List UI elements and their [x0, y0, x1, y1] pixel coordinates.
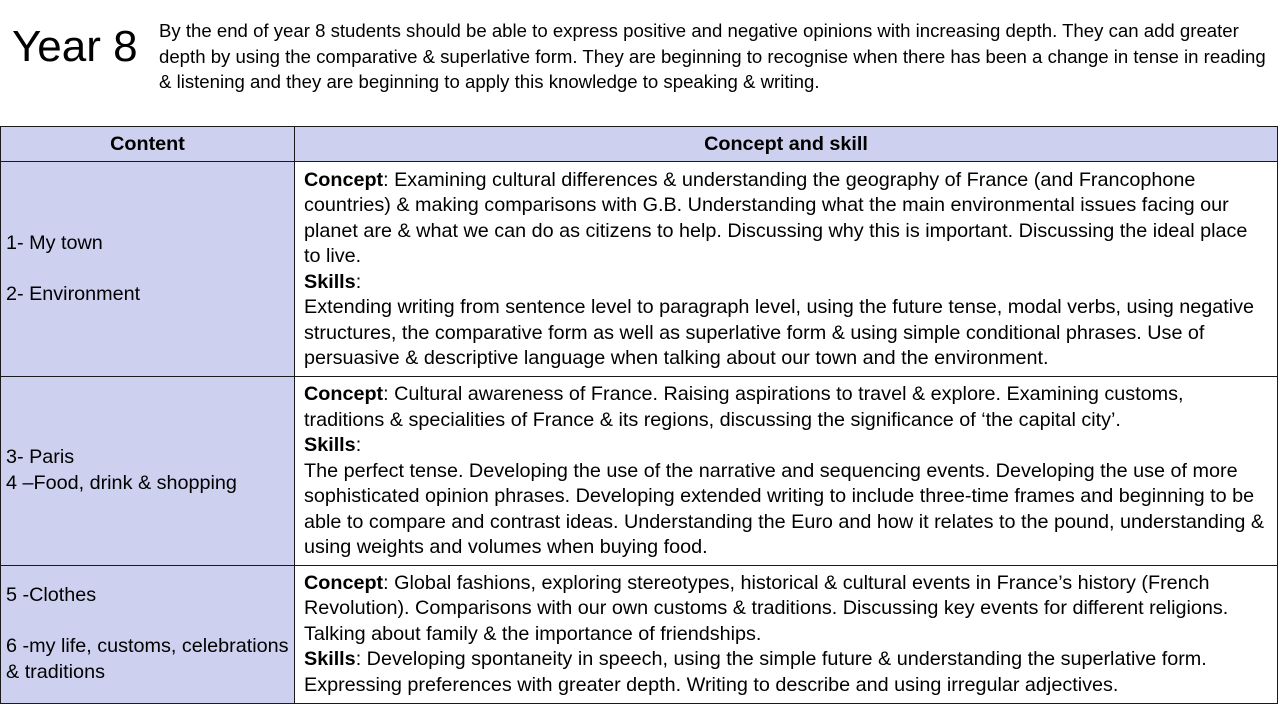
- concept-skill-cell: [295, 565, 1278, 703]
- table-row: [1, 377, 1278, 566]
- concept-paragraph: [304, 168, 1269, 270]
- skills-heading: [304, 270, 1269, 296]
- skills-label: Skills: [304, 270, 356, 293]
- concept-paragraph: [304, 571, 1269, 648]
- topic-item: 6 -my life, customs, celebrations & traditions: [6, 635, 289, 683]
- skills-suffix: :: [355, 270, 362, 293]
- concept-skill-cell: [295, 377, 1278, 566]
- skills-suffix: :: [355, 434, 362, 456]
- table-row: [1, 565, 1278, 703]
- content-cell: [1, 162, 295, 377]
- skills-paragraph: [304, 647, 1269, 698]
- concept-label: Concept: [304, 571, 384, 594]
- skills-text: The perfect tense. Developing the use of the narrative and sequencing events. Developing the use of more sophisticated opinion phrases. Developing extended writing to include three-time frames and beginning to be able to compare and contrast ideas. Understanding the Euro and how it relates to the pound, understanding & using weights and volumes when buying food.: [304, 459, 1265, 558]
- intro-paragraph: By the end of year 8 students should be able to express positive and negative opinions with increasing depth. They can add greater depth by using the comparative & superlative form. They are beginning to recognise when there has been a change in tense in reading & listening and they are beginning to apply this knowledge to speaking & writing.: [159, 20, 1266, 92]
- skills-label: Skills: [304, 648, 356, 671]
- skills-text: Extending writing from sentence level to paragraph level, using the future tense, modal verbs, using negative structures, the comparative form as well as superlative form & using simple conditional phrases. Use of persuasive & descriptive language when talking about our town and the environment.: [304, 296, 1255, 369]
- concept-label: Concept: [304, 168, 384, 191]
- table-header-row: [1, 127, 1278, 162]
- skills-label: Skills: [304, 434, 356, 456]
- concept-skill-cell: [295, 162, 1278, 377]
- concept-paragraph: [304, 382, 1269, 433]
- skills-text: : Developing spontaneity in speech, using the simple future & understanding the superlative form. Expressing preferences with greater depth. Writing to describe and using irregular adjectives.: [304, 648, 1207, 696]
- content-cell: [1, 377, 295, 566]
- curriculum-table: [0, 126, 1278, 704]
- topic-item: 3- Paris: [6, 446, 75, 469]
- topic-item: 5 -Clothes: [6, 584, 97, 606]
- topic-item: 1- My town: [6, 231, 103, 254]
- column-header-content: Content: [1, 127, 295, 162]
- concept-text: : Cultural awareness of France. Raising aspirations to travel & explore. Examining customs, traditions & specialities of France & its regions, discussing the significance of ‘the capital city’.: [304, 383, 1184, 431]
- concept-text: : Global fashions, exploring stereotypes, historical & cultural events in France’s history (French Revolution). Comparisons with our own customs & traditions. Discussing key events for different religions. Talking about family & the importance of friendships.: [304, 571, 1229, 645]
- skills-heading: [304, 433, 1269, 459]
- page-title: Year 8: [12, 22, 138, 71]
- topic-item: 4 –Food, drink & shopping: [6, 471, 237, 494]
- topic-item: 2- Environment: [6, 282, 141, 305]
- table-row: [1, 162, 1278, 377]
- concept-text: : Examining cultural differences & understanding the geography of France (and Francophone countries) & making comparisons with G.B. Understanding what the main environmental issues facing our planet are & what we can do as citizens to help. Discussing why this is important. Discussing the ideal place to live.: [304, 168, 1248, 267]
- column-header-concept-skill: Concept and skill: [295, 127, 1278, 162]
- concept-label: Concept: [304, 383, 384, 405]
- content-cell: [1, 565, 295, 703]
